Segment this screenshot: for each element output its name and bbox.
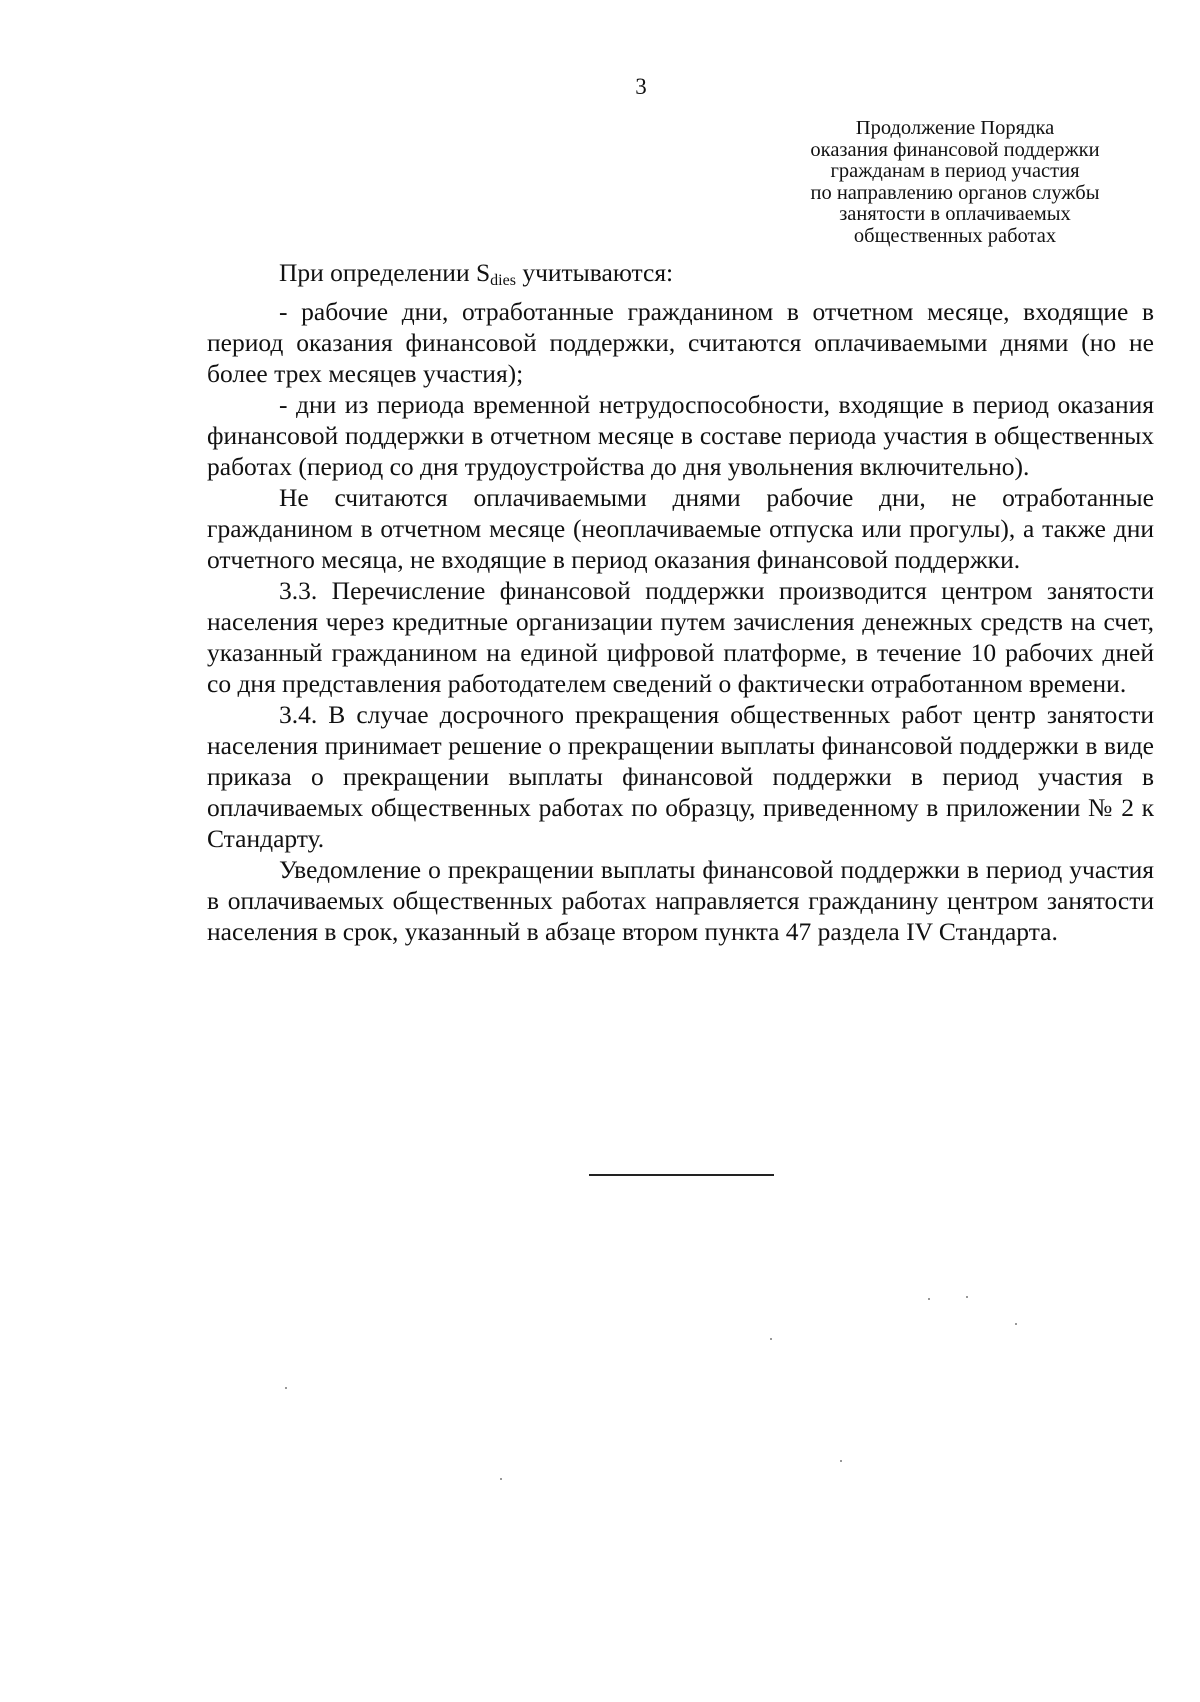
end-divider <box>589 1174 774 1176</box>
intro-symbol: S <box>475 258 491 287</box>
scan-speck <box>500 1478 502 1480</box>
scan-speck <box>928 1298 930 1300</box>
page-number: 3 <box>635 74 647 99</box>
paragraph-unpaid-days: Не считаются оплачиваемыми днями рабочие дни, не отработанные гражданином в отчетном месяце (неоплачиваемые отпуска или прогулы), а также дни отчетного месяца, не входящие в период оказания финансовой поддержки. <box>207 483 1154 574</box>
header-line: гражданам в период участия <box>830 160 1080 182</box>
intro-paragraph <box>207 257 1154 296</box>
header-line: оказания финансовой поддержки <box>810 138 1100 161</box>
scan-speck <box>770 1338 772 1340</box>
header-line: по направлению органов службы <box>810 181 1100 204</box>
scan-speck <box>1015 1323 1017 1325</box>
paragraph-3-4: 3.4. В случае досрочного прекращения общественных работ центр занятости населения принимает решение о прекращении выплаты финансовой поддержки в виде приказа о прекращении выплаты финансовой поддержки в период участия в оплачиваемых общественных работах по образцу, приведенному в приложении № 2 к Стандарту. <box>207 700 1154 853</box>
intro-subscript: dies <box>490 272 516 289</box>
scan-speck <box>966 1296 968 1298</box>
paragraph-sick-days: - дни из периода временной нетрудоспособности, входящие в период оказания финансовой поддержки в отчетном месяце в составе периода участия в общественных работах (период со дня трудоустройства до дня увольнения включительно). <box>207 390 1154 481</box>
intro-after: учитываются: <box>515 258 674 287</box>
document-body <box>207 257 1154 947</box>
paragraph-3-3: 3.3. Перечисление финансовой поддержки производится центром занятости населения через кредитные организации путем зачисления денежных средств на счет, указанный гражданином на единой цифровой платформе, в течение 10 рабочих дней со дня представления работодателем сведений о фактически отработанном времени. <box>207 576 1154 698</box>
intro-before: При определении <box>279 258 476 287</box>
header-line: Продолжение Порядка <box>855 117 1055 139</box>
header-line: общественных работах <box>853 224 1057 247</box>
paragraph-worked-days: - рабочие дни, отработанные гражданином в отчетном месяце, входящие в период оказания финансовой поддержки, считаются оплачиваемыми днями (но не более трех месяцев участия); <box>207 297 1154 388</box>
header-line: занятости в оплачиваемых <box>839 203 1071 225</box>
paragraph-notification: Уведомление о прекращении выплаты финансовой поддержки в период участия в оплачиваемых общественных работах направляется гражданину центром занятости населения в срок, указанный в абзаце втором пункта 47 раздела IV Стандарта. <box>207 855 1154 946</box>
scan-speck <box>285 1387 287 1389</box>
document-header <box>740 118 1170 247</box>
scan-speck <box>840 1460 842 1462</box>
